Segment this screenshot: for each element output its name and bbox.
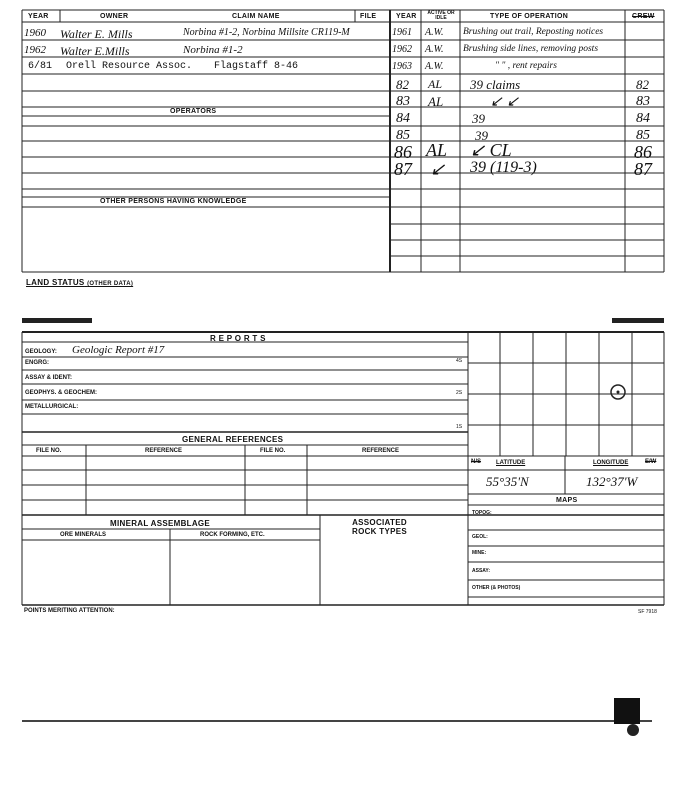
right-year-header: YEAR xyxy=(396,13,417,20)
op-row-1-active: A.W. xyxy=(425,27,444,38)
op-row-1-year: 1961 xyxy=(392,27,412,38)
geology-label: GEOLOGY: xyxy=(25,349,57,355)
form-number: SF 7918 xyxy=(638,609,657,615)
owner-row-1-claim: Norbina #1-2, Norbina Millsite CR119-M xyxy=(183,27,350,38)
reports-title: R E P O R T S xyxy=(210,334,266,343)
op-row-6-type: 39 xyxy=(472,111,485,126)
op-row-3-active: A.W. xyxy=(425,61,444,72)
geophys-label: GEOPHYS. & GEOCHEM: xyxy=(25,390,98,396)
engrg-label: ENGRG: xyxy=(25,360,49,366)
op-row-3-type: " " , rent repairs xyxy=(495,61,557,71)
op-row-4-type: 39 claims xyxy=(470,77,521,92)
op-row-9-crew: 87 xyxy=(634,159,652,179)
latitude-value: 55°35'N xyxy=(486,474,529,489)
longitude-label: LONGITUDE xyxy=(593,460,629,466)
associated-rock-types-header: ASSOCIATED ROCK TYPES xyxy=(352,518,408,536)
row-number-3: 1S xyxy=(456,424,463,430)
op-row-5-year: 83 xyxy=(396,94,410,109)
owner-row-3-year: 6/81 xyxy=(28,61,53,72)
ref-file-no-1-header: FILE NO. xyxy=(36,448,62,454)
op-row-5-crew: 83 xyxy=(636,94,650,109)
maps-assay: ASSAY: xyxy=(472,568,491,574)
claim-name-header: CLAIM NAME xyxy=(232,13,280,20)
op-row-8-crew: 86 xyxy=(634,142,652,162)
owner-row-2-owner: Walter E.Mills xyxy=(60,44,130,58)
metallurgical-label: METALLURGICAL: xyxy=(25,404,79,410)
owner-row-2-claim: Norbina #1-2 xyxy=(183,44,243,56)
op-row-6-crew: 84 xyxy=(636,111,650,126)
general-references-title: GENERAL REFERENCES xyxy=(182,435,284,444)
op-row-5-type: ↙ ↙ xyxy=(490,94,519,110)
owner-row-1-year: 1960 xyxy=(24,27,46,39)
owner-row-3-owner: Orell Resource Assoc. xyxy=(66,61,193,72)
points-meriting-label: POINTS MERITING ATTENTION: xyxy=(24,608,115,614)
type-operation-header: TYPE OF OPERATION xyxy=(490,13,569,20)
assay-label: ASSAY & IDENT: xyxy=(25,375,73,381)
op-row-2-active: A.W. xyxy=(425,44,444,55)
latitude-label: LATITUDE xyxy=(496,460,526,466)
other-persons-label: OTHER PERSONS HAVING KNOWLEDGE xyxy=(100,198,247,205)
maps-geol: GEOL: xyxy=(472,534,488,540)
crew-header: CREW xyxy=(632,13,655,20)
op-row-1-type: Brushing out trail, Reposting notices xyxy=(463,27,604,37)
lon-suffix: E/W xyxy=(645,459,657,465)
ref-reference-1-header: REFERENCE xyxy=(145,448,183,454)
rock-forming-header: ROCK FORMING, ETC. xyxy=(200,532,265,538)
maps-mine: MINE: xyxy=(472,550,487,556)
op-row-8-active: AL xyxy=(426,140,448,160)
op-row-7-year: 85 xyxy=(396,128,410,143)
ore-minerals-header: ORE MINERALS xyxy=(60,532,107,538)
row-number-1: 4S xyxy=(456,358,463,364)
land-status-title: LAND STATUS xyxy=(26,278,85,287)
lat-prefix: N/S xyxy=(471,459,482,465)
geology-value: Geologic Report #17 xyxy=(72,344,165,356)
active-idle-header: ACTIVE OR IDLE xyxy=(427,10,455,21)
op-row-4-active: AL xyxy=(428,77,443,91)
op-row-5-active: AL xyxy=(428,94,444,109)
owner-row-1-owner: Walter E. Mills xyxy=(60,27,133,41)
owner-row-2-year: 1962 xyxy=(24,44,46,56)
op-row-9-year: 87 xyxy=(394,159,412,179)
op-row-2-year: 1962 xyxy=(392,44,412,55)
op-row-3-year: 1963 xyxy=(392,61,412,72)
op-row-4-crew: 82 xyxy=(636,77,649,92)
op-row-9-active: ↙ xyxy=(430,159,446,179)
year-header: YEAR xyxy=(28,13,49,20)
owner-header: OWNER xyxy=(100,13,129,20)
op-row-7-crew: 85 xyxy=(636,128,650,143)
op-row-6-year: 84 xyxy=(396,111,410,126)
operators-label: OPERATORS xyxy=(170,108,217,115)
op-row-8-type: ↙ CL xyxy=(470,140,512,160)
ref-reference-2-header: REFERENCE xyxy=(362,448,400,454)
land-status-sub: (OTHER DATA) xyxy=(87,281,134,287)
file-header: FILE xyxy=(360,13,377,20)
owner-row-3-claim: Flagstaff 8-46 xyxy=(214,61,299,72)
op-row-4-year: 82 xyxy=(396,77,409,92)
maps-title: MAPS xyxy=(556,497,578,504)
op-row-9-type: 39 (119-3) xyxy=(470,159,537,176)
maps-other: OTHER (& PHOTOS) xyxy=(472,585,521,591)
op-row-7-type: 39 xyxy=(475,128,488,143)
mineral-assemblage-title: MINERAL ASSEMBLAGE xyxy=(110,519,211,528)
row-number-2: 2S xyxy=(456,390,463,396)
maps-topog: TOPOG: xyxy=(472,510,492,516)
land-status-label xyxy=(26,278,133,287)
longitude-value: 132°37'W xyxy=(586,474,638,489)
op-row-2-type: Brushing side lines, removing posts xyxy=(463,44,599,54)
ref-file-no-2-header: FILE NO. xyxy=(260,448,286,454)
op-row-8-year: 86 xyxy=(394,142,412,162)
